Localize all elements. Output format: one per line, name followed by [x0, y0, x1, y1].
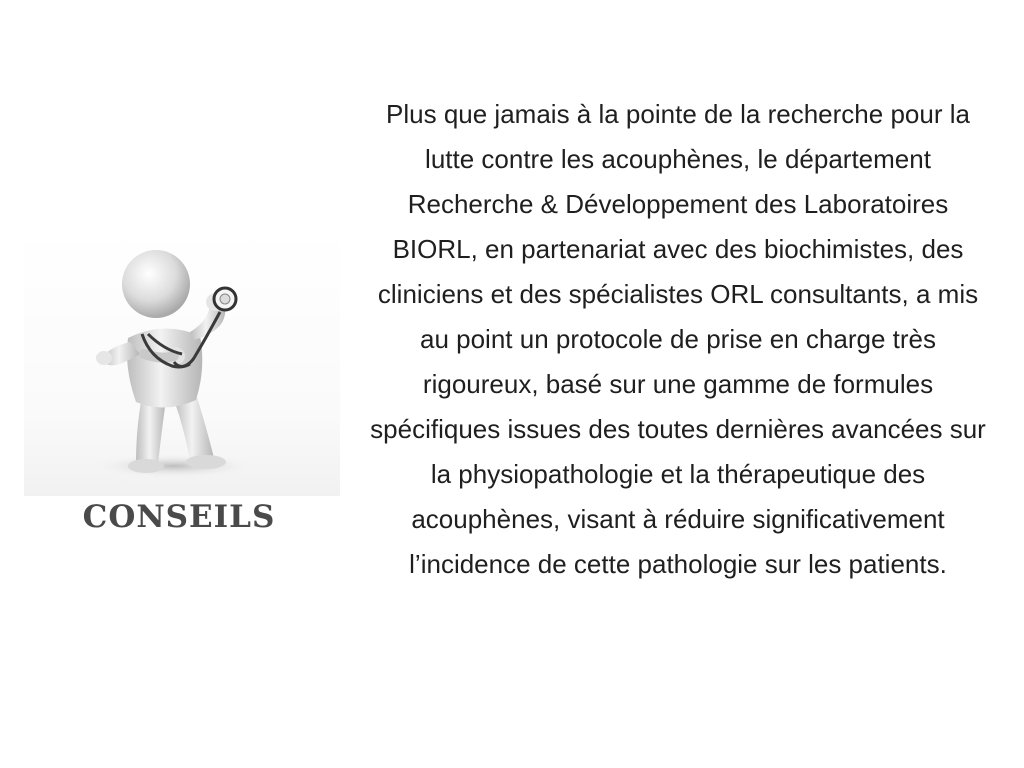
doctor-with-stethoscope-icon — [24, 228, 340, 496]
conseils-caption: CONSEILS — [82, 499, 276, 535]
body-paragraph: Plus que jamais à la pointe de la recherche pour la lutte contre les acouphènes, le département Recherche & Développement des Laboratoires BIORL, en partenariat avec des biochimistes, des cliniciens et des spécialistes ORL consultants, a mis au point un protocole de prise en charge très rigoureux, basé sur une gamme de formules spécifiques issues des toutes dernières avancées sur la physiopathologie et la thérapeutique des acouphènes, visant à réduire significativement l’incidence de cette pathologie sur les patients. — [370, 99, 986, 579]
doctor-illustration — [24, 228, 340, 496]
